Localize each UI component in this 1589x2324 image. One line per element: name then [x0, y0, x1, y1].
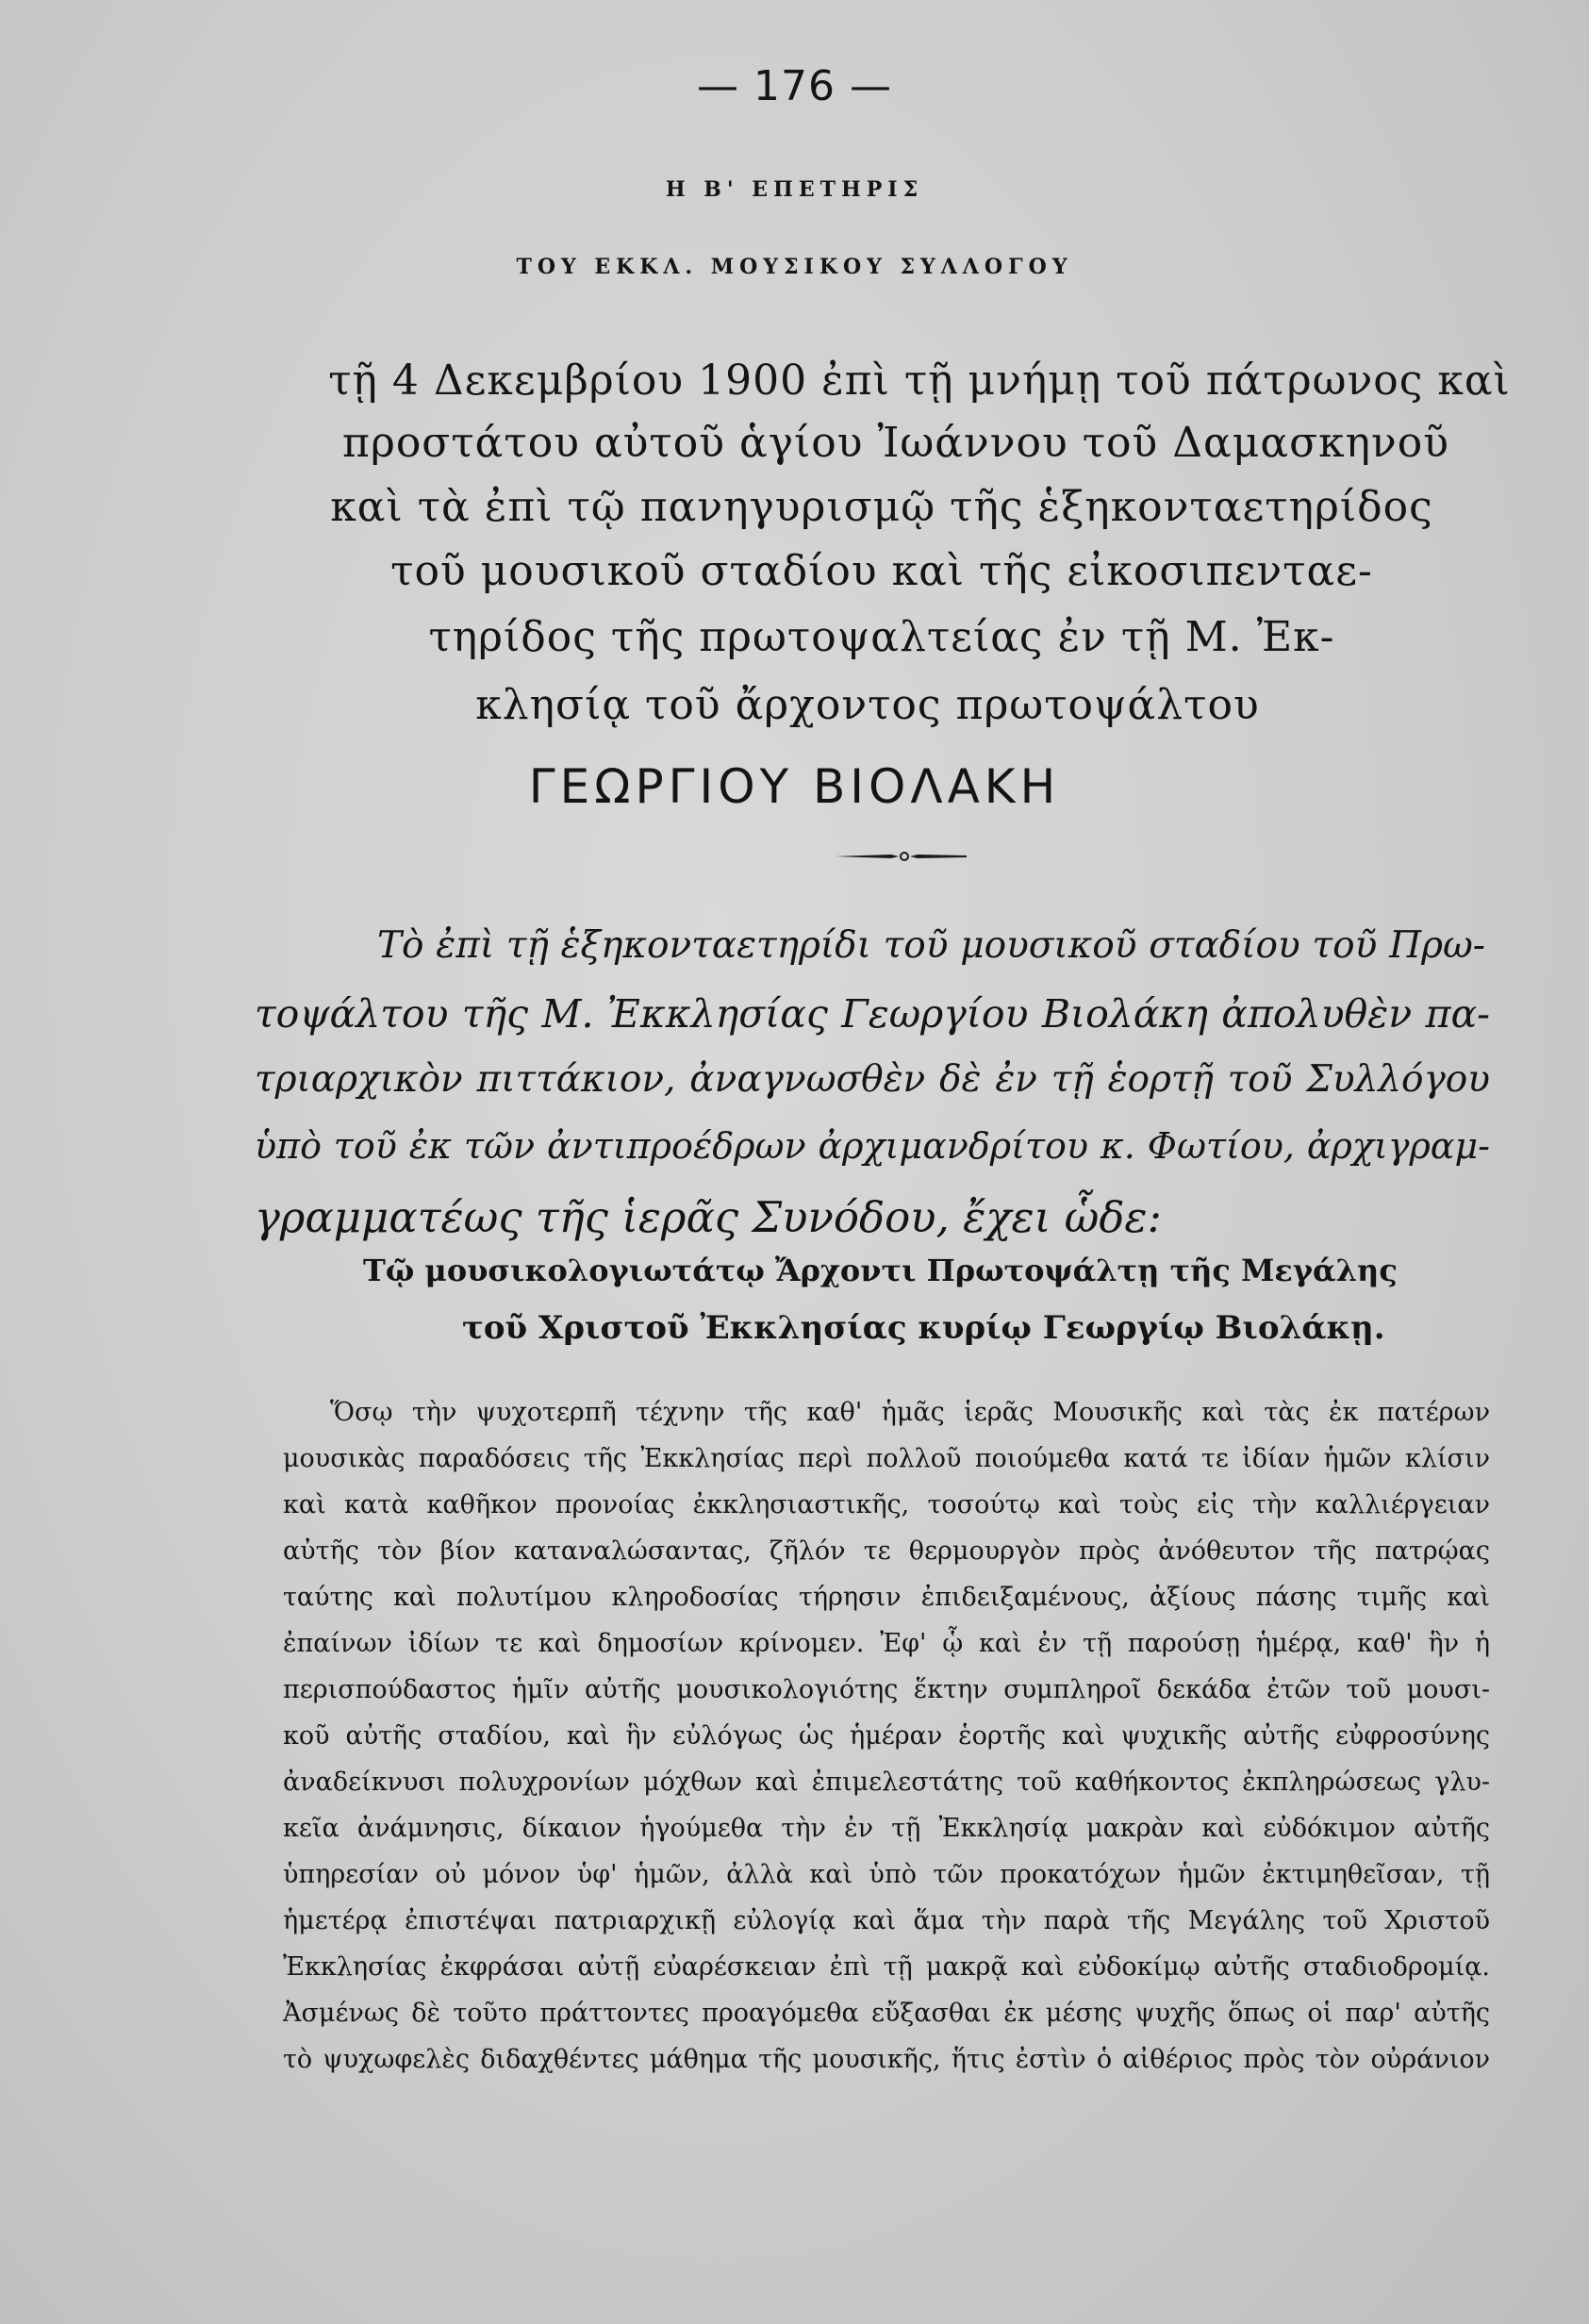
letter-line: τὸ ψυχωφελὲς διδαχθέντες μάθημα τῆς μουσικῆς, ἥτις ἐστὶν ὁ αἰθέριος πρὸς τὸν οὐράνιον [283, 2045, 1490, 2074]
subtitle-line: τῇ 4 Δεκεμβρίου 1900 ἐπὶ τῇ μνήμῃ τοῦ πάτρωνος καὶ [328, 357, 1511, 405]
title-line-2: ΤΟΥ ΕΚΚΛ. ΜΟΥΣΙΚΟΥ ΣΥΛΛΟΓΟΥ [516, 255, 1073, 279]
subtitle-line: τηρίδος τῆς πρωτοψαλτείας ἐν τῇ Μ. Ἐκ- [428, 613, 1335, 661]
name-heading: ΓΕΩΡΓΙΟΥ ΒΙΟΛΑΚΗ [528, 759, 1061, 814]
letter-line: κεῖα ἀνάμνησις, δίκαιον ἡγούμεθα τὴν ἐν τῇ Ἐκκλησίᾳ μακρὰν καὶ εὐδόκιμον αὐτῆς [283, 1814, 1490, 1843]
body-line: τριαρχικὸν πιττάκιον, ἀναγνωσθὲν δὲ ἐν τῇ ἑορτῇ τοῦ Συλλόγου [255, 1058, 1490, 1101]
letter-line: καὶ κατὰ καθῆκον προνοίας ἐκκλησιαστικῆς, τοσούτῳ καὶ τοὺς εἰς τὴν καλλιέργειαν [283, 1490, 1490, 1519]
subtitle-line: προστάτου αὐτοῦ ἁγίου Ἰωάννου τοῦ Δαμασκηνοῦ [342, 419, 1449, 467]
letter-line: αὐτῆς τὸν βίον καταναλώσαντας, ζῆλόν τε θερμουργὸν πρὸς ἀνόθευτον τῆς πατρῴας [283, 1536, 1490, 1566]
letter-line: ἀναδείκνυσι πολυχρονίων μόχθων καὶ ἐπιμελεστάτης τοῦ καθήκοντος ἐκπληρώσεως γλυ- [283, 1768, 1490, 1797]
ornament-divider [835, 851, 974, 862]
body-line: γραμματέως τῆς ἱερᾶς Συνόδου, ἔχει ὧδε: [255, 1192, 1162, 1242]
letter-line: ἡμετέρᾳ ἐπιστέψαι πατριαρχικῇ εὐλογίᾳ καὶ ἅμα τὴν παρὰ τῆς Μεγάλης τοῦ Χριστοῦ [283, 1906, 1490, 1935]
letter-line: Ἐκκλησίας ἐκφράσαι αὐτῇ εὐαρέσκειαν ἐπὶ τῇ μακρᾷ καὶ εὐδοκίμῳ αὐτῆς σταδιοδρομίᾳ. [283, 1952, 1490, 1982]
address-line: τοῦ Χριστοῦ Ἐκκλησίας κυρίῳ Γεωργίῳ Βιολάκῃ. [462, 1309, 1385, 1347]
letter-line: περισπούδαστος ἡμῖν αὐτῆς μουσικολογιότης ἕκτην συμπληροῖ δεκάδα ἐτῶν τοῦ μουσι- [283, 1675, 1490, 1704]
subtitle-line: καὶ τὰ ἐπὶ τῷ πανηγυρισμῷ τῆς ἑξηκονταετηρίδος [330, 483, 1433, 531]
subtitle-line: τοῦ μουσικοῦ σταδίου καὶ τῆς εἰκοσιπενταε- [390, 547, 1373, 595]
letter-line: ταύτης καὶ πολυτίμου κληροδοσίας τήρησιν ἐπιδειξαμένους, ἀξίους πάσης τιμῆς καὶ [283, 1583, 1490, 1612]
body-line: Τὸ ἐπὶ τῇ ἑξηκονταετηρίδι τοῦ μουσικοῦ σταδίου τοῦ Πρω- [377, 924, 1485, 967]
address-line: Τῷ μουσικολογιωτάτῳ Ἄρχοντι Πρωτοψάλτῃ τῆς Μεγάλης [363, 1253, 1398, 1288]
letter-line: ὑπηρεσίαν οὐ μόνον ὑφ' ἡμῶν, ἀλλὰ καὶ ὑπὸ τῶν προκατόχων ἡμῶν ἐκτιμηθεῖσαν, τῇ [283, 1860, 1490, 1889]
letter-line: Ὅσῳ τὴν ψυχοτερπῆ τέχνην τῆς καθ' ἡμᾶς ἱερᾶς Μουσικῆς καὶ τὰς ἐκ πατέρων [330, 1398, 1490, 1427]
letter-line: κοῦ αὐτῆς σταδίου, καὶ ἣν εὐλόγως ὡς ἡμέραν ἑορτῆς καὶ ψυχικῆς αὐτῆς εὐφροσύνης [283, 1721, 1490, 1751]
body-line: ὑπὸ τοῦ ἐκ τῶν ἀντιπροέδρων ἀρχιμανδρίτου κ. Φωτίου, ἀρχιγραμ- [255, 1125, 1490, 1167]
page-number: — 176 — [697, 62, 892, 110]
letter-line: Ἀσμένως δὲ τοῦτο πράττοντες προαγόμεθα εὔξασθαι ἐκ μέσης ψυχῆς ὅπως οἱ παρ' αὐτῆς [283, 1999, 1490, 2028]
letter-line: μουσικὰς παραδόσεις τῆς Ἐκκλησίας περὶ πολλοῦ ποιούμεθα κατά τε ἰδίαν ἡμῶν κλίσιν [283, 1444, 1490, 1473]
title-line-1: Η Β' ΕΠΕΤΗΡΙΣ [665, 177, 924, 202]
body-line: τοψάλτου τῆς Μ. Ἐκκλησίας Γεωργίου Βιολάκη ἀπολυθὲν πα- [255, 991, 1490, 1037]
letter-line: ἐπαίνων ἰδίων τε καὶ δημοσίων κρίνομεν. Ἐφ' ᾧ καὶ ἐν τῇ παρούσῃ ἡμέρᾳ, καθ' ἣν ἡ [283, 1629, 1490, 1658]
subtitle-line: κλησίᾳ τοῦ ἄρχοντος πρωτοψάλτου [475, 681, 1260, 729]
